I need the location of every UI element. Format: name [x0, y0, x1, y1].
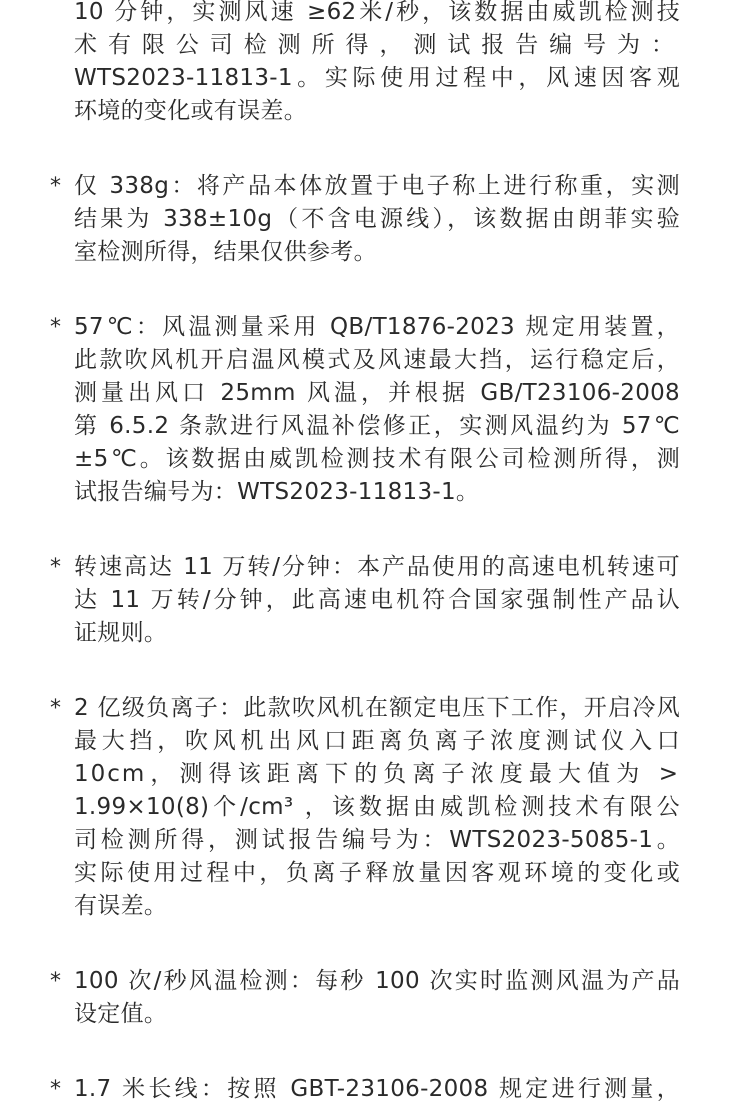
text-line: 57℃：风温测量采用 QB/T1876-2023 规定用装置， — [74, 314, 680, 340]
text-line: 设定值。 — [74, 1001, 168, 1027]
text-line: 转速高达 11 万转/分钟：本产品使用的高速电机转速可 — [74, 554, 680, 580]
text-line: WTS2023-11813-1。实际使用过程中，风速因客观 — [74, 65, 680, 91]
text-line: 2 亿级负离子：此款吹风机在额定电压下工作，开启冷风 — [74, 695, 680, 721]
asterisk-bullet: * — [50, 315, 62, 340]
text-line: 10cm，测得该距离下的负离子浓度最大值为 > — [74, 761, 680, 787]
text-line: 测量出风口 25mm 风温，并根据 GB/T23106-2008 — [74, 380, 680, 406]
text-line: 结果为 338±10g（不含电源线），该数据由朗菲实验 — [74, 206, 680, 232]
footnote-cable-length — [0, 1073, 680, 1106]
text-line: 证规则。 — [74, 620, 168, 646]
asterisk-bullet: * — [50, 174, 62, 199]
footnote-motor-speed — [0, 551, 680, 650]
text-line: 有误差。 — [74, 893, 168, 919]
asterisk-bullet: * — [50, 696, 62, 721]
asterisk-bullet: * — [50, 1077, 62, 1102]
asterisk-bullet: * — [50, 969, 62, 994]
text-line: 此款吹风机开启温风模式及风速最大挡，运行稳定后， — [74, 347, 680, 373]
text-line: 最大挡，吹风机出风口距离负离子浓度测试仪入口 — [74, 728, 680, 754]
text-line: 试报告编号为：WTS2023-11813-1。 — [74, 479, 480, 505]
text-line: ±5℃。该数据由威凯检测技术有限公司检测所得，测 — [74, 446, 680, 472]
text-line: 达 11 万转/分钟，此高速电机符合国家强制性产品认 — [74, 587, 680, 613]
text-line: 环境的变化或有误差。 — [74, 98, 307, 124]
footnote-temp-detection — [0, 965, 680, 1031]
text-line: 1.99×10(8)个/cm³ ，该数据由威凯检测技术有限公 — [74, 794, 680, 820]
text-line: 100 次/秒风温检测：每秒 100 次实时监测风温为产品 — [74, 968, 680, 994]
text-line: 10 分钟，实测风速 ≥62米/秒，该数据由威凯检测技 — [74, 0, 680, 25]
text-line: 仅 338g：将产品本体放置于电子称上进行称重，实测 — [74, 173, 680, 199]
text-line: 术有限公司检测所得，测试报告编号为： — [74, 32, 680, 58]
asterisk-bullet: * — [50, 555, 62, 580]
footnote-negative-ions — [0, 692, 680, 923]
footnote-wind-speed — [0, 0, 680, 128]
footnote-temperature — [0, 311, 680, 509]
text-line: 实际使用过程中，负离子释放量因客观环境的变化或 — [74, 860, 680, 886]
text-line: 第 6.5.2 条款进行风温补偿修正，实测风温约为 57℃ — [74, 413, 680, 439]
text-line: 司检测所得，测试报告编号为：WTS2023-5085-1。 — [74, 827, 680, 853]
footnote-weight — [0, 170, 680, 269]
text-line: 室检测所得，结果仅供参考。 — [74, 239, 377, 265]
text-line: 1.7 米长线：按照 GBT-23106-2008 规定进行测量， — [74, 1076, 680, 1102]
